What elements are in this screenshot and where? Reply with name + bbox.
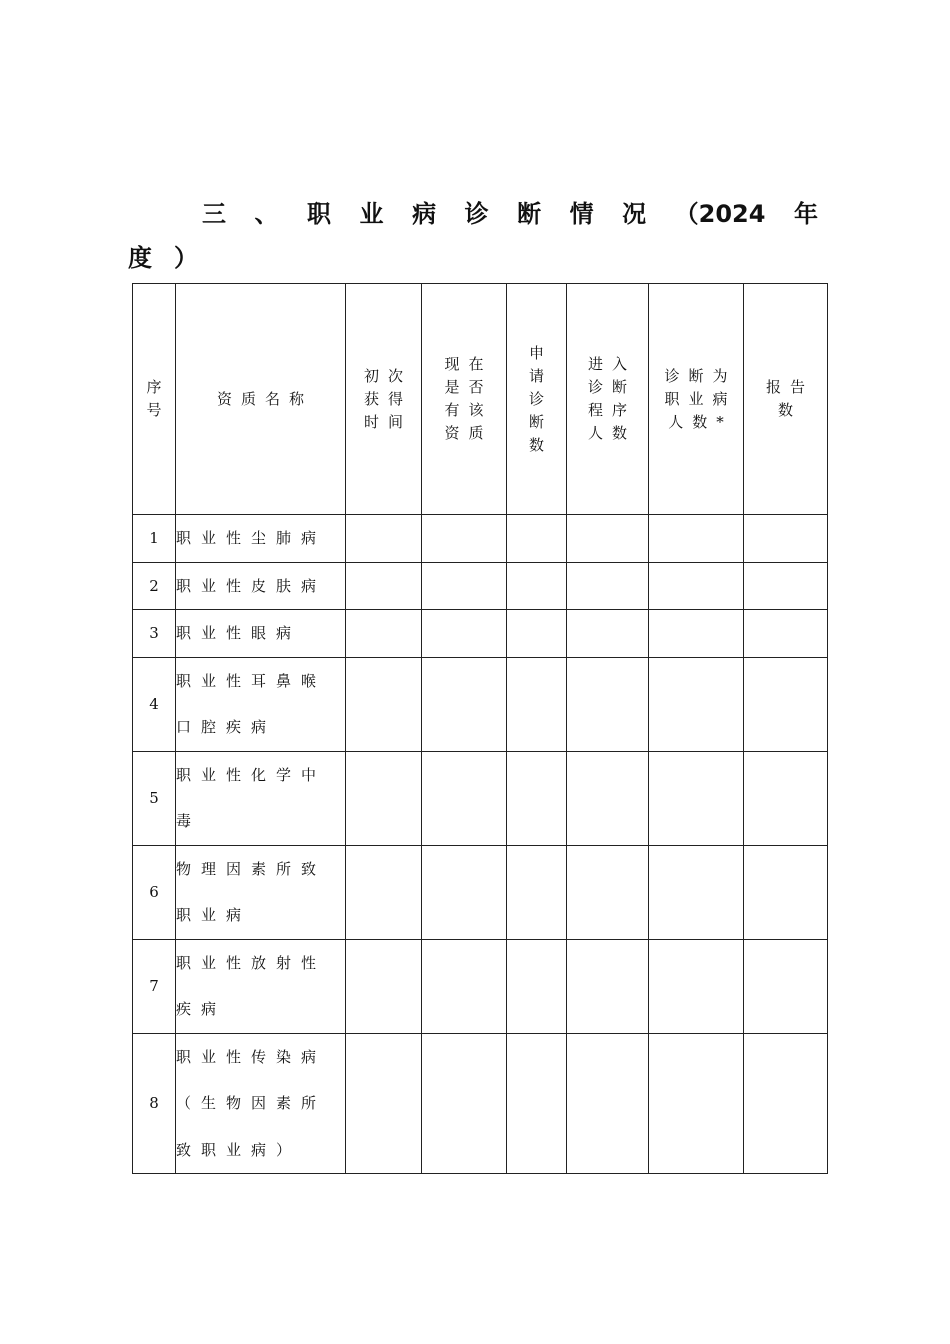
header-line: 序 — [146, 378, 171, 396]
cell-input[interactable] — [346, 845, 422, 939]
qualification-name — [176, 657, 346, 751]
name-line: 职业性化学中 — [176, 765, 327, 784]
qualification-name — [176, 1033, 346, 1174]
name-line: （生物因素所 — [176, 1094, 327, 1112]
cell-input[interactable] — [507, 751, 567, 845]
header-line: 初次 — [363, 366, 412, 385]
cell-input[interactable] — [649, 515, 744, 563]
table-row — [133, 845, 828, 939]
name-line: 疾病 — [176, 1000, 227, 1018]
row-number: 3 — [133, 610, 176, 658]
qualification-name — [176, 751, 346, 845]
header-line: 号 — [146, 401, 171, 419]
row-number: 2 — [133, 562, 176, 610]
header-line: 断 — [528, 412, 553, 431]
cell-input[interactable] — [507, 562, 567, 610]
table-row — [133, 657, 828, 751]
cell-input[interactable] — [744, 515, 828, 563]
cell-input[interactable] — [744, 1033, 828, 1174]
header-cell-qualification-name — [176, 284, 346, 515]
cell-input[interactable] — [422, 562, 507, 610]
header-line: 资质名称 — [216, 389, 313, 408]
title-char: 况 — [622, 200, 647, 228]
cell-input[interactable] — [744, 610, 828, 658]
cell-input[interactable] — [346, 657, 422, 751]
cell-input[interactable] — [422, 657, 507, 751]
cell-input[interactable] — [649, 1033, 744, 1174]
header-line: 数 — [777, 401, 802, 419]
name-line: 职业性尘肺病 — [176, 529, 327, 547]
row-number: 4 — [133, 657, 176, 751]
cell-input[interactable] — [567, 515, 649, 563]
title-char: （2024 — [674, 200, 766, 228]
name-line: 致职业病） — [176, 1140, 302, 1159]
cell-input[interactable] — [422, 1033, 507, 1174]
header-line: 人数 — [587, 424, 636, 442]
cell-input[interactable] — [649, 610, 744, 658]
name-line: 职业性放射性 — [176, 953, 327, 972]
title-char: 年 — [793, 200, 818, 228]
name-line: 毒 — [176, 812, 202, 830]
diagnosis-table — [132, 283, 828, 1174]
cell-input[interactable] — [567, 845, 649, 939]
row-number: 7 — [133, 939, 176, 1033]
qualification-name — [176, 939, 346, 1033]
cell-input[interactable] — [346, 515, 422, 563]
header-line: 时间 — [363, 412, 412, 431]
cell-input[interactable] — [649, 845, 744, 939]
header-cell-applications — [507, 284, 567, 515]
cell-input[interactable] — [346, 939, 422, 1033]
cell-input[interactable] — [744, 657, 828, 751]
cell-input[interactable] — [422, 845, 507, 939]
row-number: 8 — [133, 1033, 176, 1174]
header-line: 数 — [528, 435, 553, 454]
title-char: 诊 — [464, 200, 489, 228]
cell-input[interactable] — [422, 515, 507, 563]
row-number: 5 — [133, 751, 176, 845]
cell-input[interactable] — [422, 610, 507, 658]
cell-input[interactable] — [507, 1033, 567, 1174]
cell-input[interactable] — [567, 751, 649, 845]
cell-input[interactable] — [567, 610, 649, 658]
cell-input[interactable] — [744, 751, 828, 845]
table-row — [133, 939, 828, 1033]
cell-input[interactable] — [422, 939, 507, 1033]
cell-input[interactable] — [346, 610, 422, 658]
cell-input[interactable] — [744, 939, 828, 1033]
table-row — [133, 562, 828, 610]
cell-input[interactable] — [744, 562, 828, 610]
name-line: 职业性皮肤病 — [176, 576, 327, 595]
header-line: 申 — [528, 343, 553, 362]
name-line: 职业性耳鼻喉 — [176, 671, 327, 690]
row-number: 1 — [133, 515, 176, 563]
name-line: 职业性传染病 — [176, 1047, 327, 1066]
cell-input[interactable] — [507, 657, 567, 751]
qualification-name — [176, 515, 346, 563]
header-cell-report-count — [744, 284, 828, 515]
header-line: 现在 — [444, 355, 493, 373]
qualification-name — [176, 610, 346, 658]
title-char: 职 — [307, 200, 332, 228]
header-line: 人数* — [668, 412, 733, 431]
cell-input[interactable] — [507, 845, 567, 939]
header-line: 获得 — [363, 389, 412, 408]
header-cell-seq — [133, 284, 176, 515]
title-char: 度 — [128, 244, 152, 272]
cell-input[interactable] — [422, 751, 507, 845]
header-line: 进入 — [587, 355, 636, 373]
header-cell-current-qualification — [422, 284, 507, 515]
title-line-2 — [128, 236, 818, 280]
title-char: 断 — [517, 200, 542, 228]
cell-input[interactable] — [346, 751, 422, 845]
header-line: 是否 — [444, 378, 493, 396]
qualification-name — [176, 845, 346, 939]
cell-input[interactable] — [507, 610, 567, 658]
header-line: 诊 — [528, 389, 553, 408]
row-number: 6 — [133, 845, 176, 939]
header-line: 资质 — [444, 424, 493, 442]
header-line: 诊断 — [587, 378, 636, 396]
table-row — [133, 751, 828, 845]
name-line: 职业性眼病 — [176, 624, 302, 642]
cell-input[interactable] — [567, 562, 649, 610]
cell-input[interactable] — [649, 657, 744, 751]
cell-input[interactable] — [649, 562, 744, 610]
cell-input[interactable] — [567, 657, 649, 751]
cell-input[interactable] — [744, 845, 828, 939]
name-line: 职业病 — [176, 906, 252, 924]
cell-input[interactable] — [507, 939, 567, 1033]
title-line-1 — [128, 192, 818, 236]
cell-input[interactable] — [507, 515, 567, 563]
table-row — [133, 1033, 828, 1174]
cell-input[interactable] — [567, 939, 649, 1033]
cell-input[interactable] — [346, 1033, 422, 1174]
header-row — [133, 284, 828, 515]
document-title — [128, 192, 818, 280]
cell-input[interactable] — [567, 1033, 649, 1174]
name-line: 口腔疾病 — [176, 718, 277, 736]
cell-input[interactable] — [649, 939, 744, 1033]
header-line: 诊断为 — [664, 366, 737, 385]
header-line: 有该 — [444, 401, 493, 419]
header-cell-entered-procedure — [567, 284, 649, 515]
title-char: ） — [174, 244, 198, 272]
header-line: 报告 — [765, 378, 814, 396]
cell-input[interactable] — [649, 751, 744, 845]
header-cell-first-obtained — [346, 284, 422, 515]
header-cell-diagnosed-count — [649, 284, 744, 515]
title-char: 业 — [359, 200, 384, 228]
table-row — [133, 610, 828, 658]
name-line: 物理因素所致 — [176, 859, 327, 878]
header-line: 程序 — [587, 401, 636, 419]
title-char: 、 — [254, 200, 279, 228]
title-char: 病 — [412, 200, 437, 228]
title-char: 三 — [202, 200, 226, 228]
cell-input[interactable] — [346, 562, 422, 610]
table-row — [133, 515, 828, 563]
title-char: 情 — [569, 200, 594, 228]
qualification-name — [176, 562, 346, 610]
header-line: 职业病 — [664, 389, 737, 408]
header-line: 请 — [528, 366, 553, 385]
